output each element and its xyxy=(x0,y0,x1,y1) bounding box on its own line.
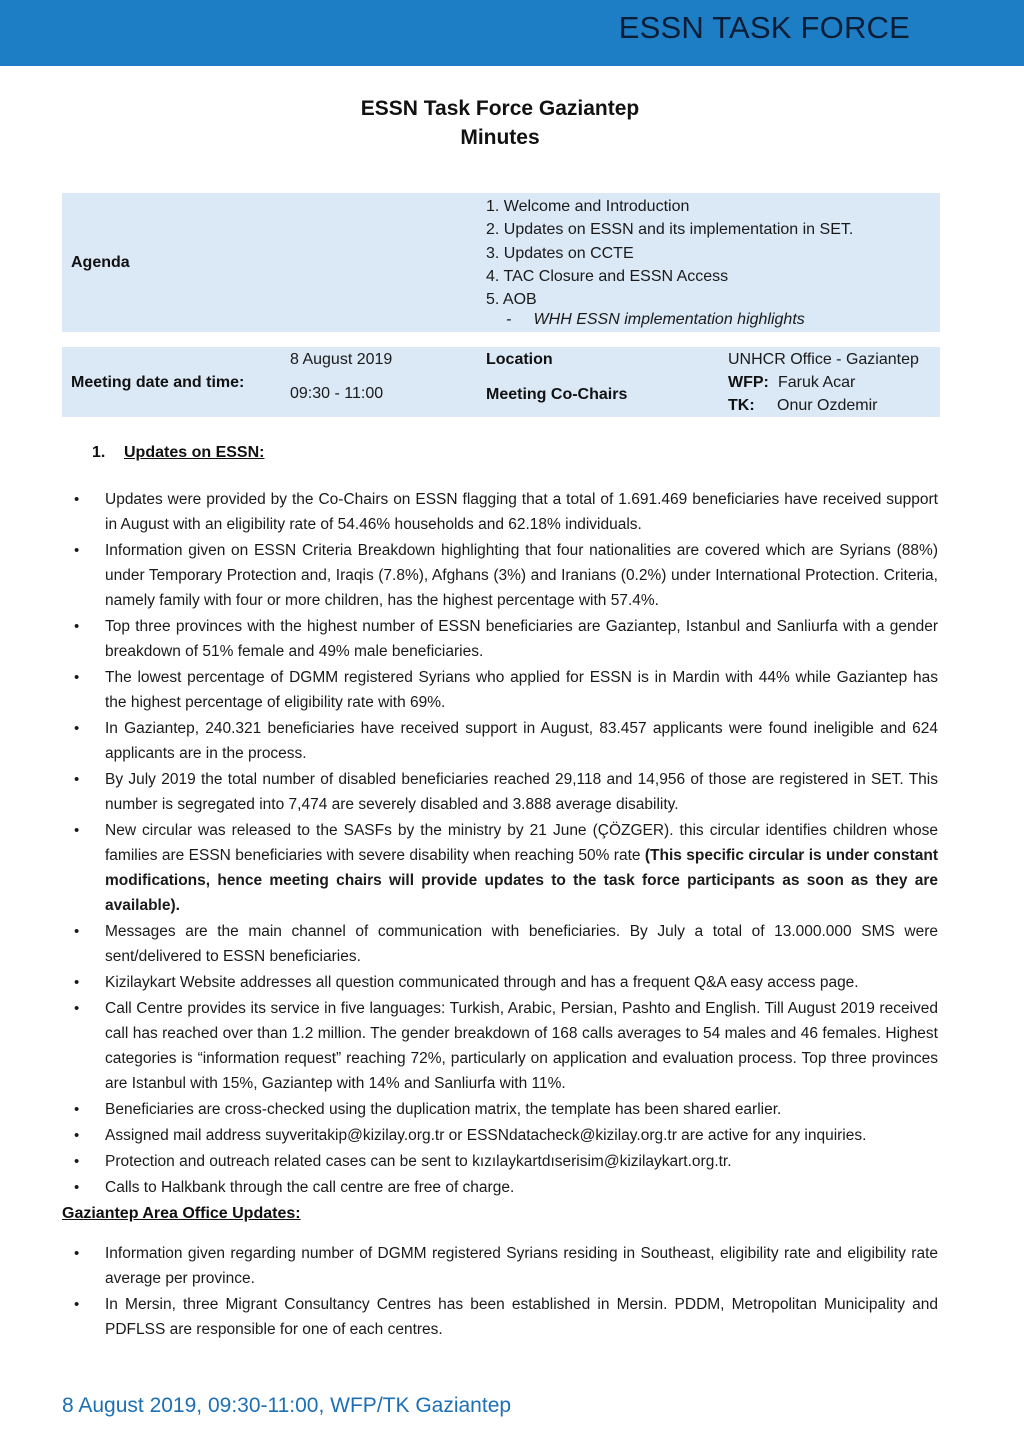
list-item: • Assigned mail address suyveritakip@kizilay.org.tr or ESSNdatacheck@kizilay.org.tr are active for any inquiries. xyxy=(74,1123,938,1148)
agenda-item: 4. TAC Closure and ESSN Access xyxy=(486,267,729,285)
chair2-org: TK: xyxy=(728,397,755,414)
list-item: • Messages are the main channel of communication with beneficiaries. By July a total of 13.000.000 SMS were sent/delivered to ESSN beneficiaries. xyxy=(74,919,938,969)
section1-bullet-list xyxy=(74,487,938,1201)
cochairs-label: Meeting Co-Chairs xyxy=(486,386,628,403)
agenda-item: 5. AOB xyxy=(486,291,537,309)
list-item: • Call Centre provides its service in five languages: Turkish, Arabic, Persian, Pashto and English. Till August 2019 received call has reached over than 1.2 million. The gender breakdown of 168 calls averages to 54 males and 46 females. Highest categories is “information request” reaching 72%, particularly on application and evaluation process. Top three provinces are Istanbul with 15%, Gaziantep with 14% and Sanliurfa with 11%. xyxy=(74,996,938,1096)
meeting-date: 8 August 2019 xyxy=(290,351,393,368)
document-title: ESSN Task Force Gaziantep xyxy=(360,97,640,120)
agenda-list xyxy=(486,195,853,311)
chair1-name: Faruk Acar xyxy=(778,374,856,391)
chair2-name: Onur Ozdemir xyxy=(777,397,878,414)
document-subtitle: Minutes xyxy=(460,126,540,149)
section1-title: Updates on ESSN: xyxy=(124,444,265,461)
section1-number: 1. xyxy=(92,444,106,461)
list-item: • The lowest percentage of DGMM registered Syrians who applied for ESSN is in Mardin with 44% while Gaziantep has the highest percentage of eligibility rate with 69%. xyxy=(74,665,938,715)
list-item: • Kizilaykart Website addresses all question communicated through and has a frequent Q&A easy access page. xyxy=(74,970,938,995)
list-item: • Information given on ESSN Criteria Breakdown highlighting that four nationalities are covered which are Syrians (88%) under Temporary Protection and, Iraqis (7.8%), Afghans (3%) and Iranians (0.2%) under International Protection. Criteria, namely family with four or more children, has the highest percentage with 57.4%. xyxy=(74,538,938,613)
agenda-item: 2. Updates on ESSN and its implementation in SET. xyxy=(486,221,854,239)
list-item: • By July 2019 the total number of disabled beneficiaries reached 29,118 and 14,956 of those are registered in SET. This number is segregated into 7,474 are severely disabled and 3.888 average disability. xyxy=(74,767,938,817)
list-item: • Information given regarding number of DGMM registered Syrians residing in Southeast, eligibility rate and eligibility rate average per province. xyxy=(74,1241,938,1291)
agenda-label: Agenda xyxy=(71,254,130,271)
list-item: • Calls to Halkbank through the call centre are free of charge. xyxy=(74,1175,938,1200)
location-value: UNHCR Office - Gaziantep xyxy=(728,351,919,368)
section2-bullet-list xyxy=(74,1241,938,1343)
meeting-date-label: Meeting date and time: xyxy=(71,374,245,391)
agenda-sub-item: - WHH ESSN implementation highlights xyxy=(506,311,805,328)
chair1-org: WFP: xyxy=(728,374,769,391)
list-item: • Top three provinces with the highest number of ESSN beneficiaries are Gaziantep, Istanbul and Sanliurfa with a gender breakdown of 51% female and 49% male beneficiaries. xyxy=(74,614,938,664)
list-item: • Beneficiaries are cross-checked using the duplication matrix, the template has been shared earlier. xyxy=(74,1097,938,1122)
list-item: • Protection and outreach related cases can be sent to kızılaykartdıserisim@kizilaykart.org.tr. xyxy=(74,1149,938,1174)
circular-text: New circular was released to the SASFs by the ministry by 21 June (ÇÖZGER). this circular identifies children whose families are ESSN beneficiaries with severe disability when reaching 50% rate xyxy=(105,822,938,864)
location-label: Location xyxy=(486,351,553,368)
meeting-time: 09:30 - 11:00 xyxy=(290,385,384,402)
circular-bold-note: (This specific circular is under constant modifications, hence meeting chairs will provide updates to the task force participants as soon as they are available). xyxy=(105,847,938,914)
list-item: • In Mersin, three Migrant Consultancy Centres has been established in Mersin. PDDM, Metropolitan Municipality and PDFLSS are responsible for one of each centres. xyxy=(74,1292,938,1342)
list-item: • Updates were provided by the Co-Chairs on ESSN flagging that a total of 1.691.469 beneficiaries have received support in August with an eligibility rate of 54.46% households and 62.18% individuals. xyxy=(74,487,938,537)
header-title: ESSN TASK FORCE xyxy=(618,10,910,45)
footer-text: 8 August 2019, 09:30-11:00, WFP/TK Gaziantep xyxy=(62,1394,512,1417)
list-item xyxy=(74,818,938,918)
header-band xyxy=(0,0,1024,66)
agenda-item: 1. Welcome and Introduction xyxy=(486,198,690,215)
agenda-item: 3. Updates on CCTE xyxy=(486,244,634,262)
list-item: • In Gaziantep, 240.321 beneficiaries have received support in August, 83.457 applicants were found ineligible and 624 applicants are in the process. xyxy=(74,716,938,766)
section2-title: Gaziantep Area Office Updates: xyxy=(62,1205,301,1222)
